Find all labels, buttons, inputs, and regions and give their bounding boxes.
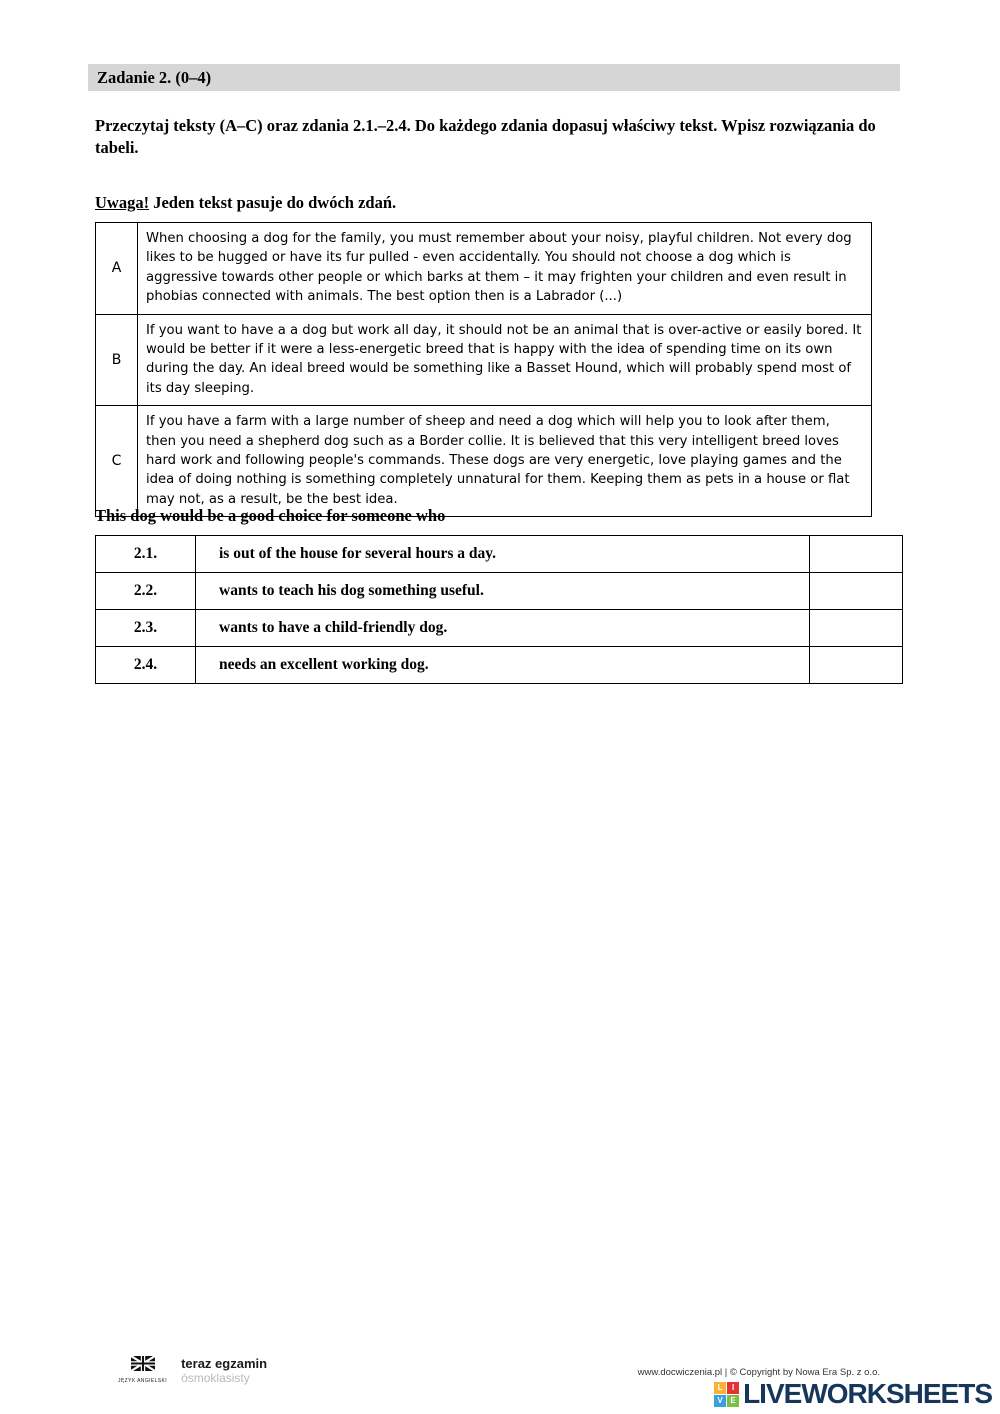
uk-flag-icon [131, 1356, 155, 1376]
text-body-c: If you have a farm with a large number of sheep and need a dog which will help you to look after them, then you need a shepherd dog such as a Border collie. It is believed that this very intelligent breed loves hard work and following people's commands. These dogs are very energetic, love playing games and the idea of doing nothing is something completely unnatural for them. Keeping them as pets in a house or flat may not, as a result, be the best idea. [138, 406, 872, 517]
text-row-c [96, 406, 872, 517]
text-row-a [96, 223, 872, 315]
statement-row [96, 610, 903, 647]
text-row-b [96, 314, 872, 406]
answer-cell-2-2[interactable] [810, 573, 903, 610]
statement-number: 2.2. [96, 573, 196, 610]
flag-block [118, 1356, 167, 1384]
logo-tile-i: I [727, 1382, 739, 1394]
text-label-b: B [96, 314, 138, 406]
logo-tile-e: E [727, 1395, 739, 1407]
liveworksheets-logo[interactable] [714, 1378, 992, 1410]
statement-text: wants to have a child-friendly dog. [196, 610, 810, 647]
liveworksheets-wordmark: LIVEWORKSHEETS [743, 1378, 992, 1409]
brand-line-1: teraz egzamin [181, 1356, 268, 1371]
text-body-b: If you want to have a a dog but work all day, it should not be an animal that is over-active or easily bored. It would be better if it were a less-energetic breed that is happy with the idea of spending time on its own during the day. An ideal breed would be something like a Basset Hound, which will probably spend most of its day sleeping. [138, 314, 872, 406]
statement-number: 2.4. [96, 647, 196, 684]
text-label-a: A [96, 223, 138, 315]
statement-text: wants to teach his dog something useful. [196, 573, 810, 610]
brand-line-2: ósmoklasisty [181, 1370, 250, 1385]
flag-caption: JĘZYK ANGIELSKI [118, 1378, 168, 1384]
statement-text: needs an excellent working dog. [196, 647, 810, 684]
statement-text: is out of the house for several hours a day. [196, 536, 810, 573]
note-text: Jeden tekst pasuje do dwóch zdań. [149, 193, 397, 212]
statement-number: 2.3. [96, 610, 196, 647]
task-title: Zadanie 2. (0–4) [97, 68, 212, 87]
text-label-c: C [96, 406, 138, 517]
answer-cell-2-3[interactable] [810, 610, 903, 647]
note-line [95, 193, 396, 213]
statement-row [96, 647, 903, 684]
publisher-brand [118, 1356, 267, 1386]
brand-text [181, 1356, 267, 1386]
statements-table [95, 535, 903, 684]
instructions-text: Przeczytaj teksty (A–C) oraz zdania 2.1.–2.4. Do każdego zdania dopasuj właściwy tekst. Wpisz rozwiązania do tabeli. [95, 116, 876, 158]
note-warning-word: Uwaga! [95, 193, 150, 212]
statement-number: 2.1. [96, 536, 196, 573]
task-header-bar [88, 64, 900, 91]
text-body-a: When choosing a dog for the family, you must remember about your noisy, playful children. Not every dog likes to be hugged or have its fur pulled - even accidentally. You should not choose a dog which is aggressive towards other people or which barks at them – it may frighten your children and even result in phobias connected with animals. The best option then is a Labrador (...) [138, 223, 872, 315]
statement-row [96, 536, 903, 573]
liveworksheets-grid-icon [714, 1382, 739, 1407]
answer-cell-2-4[interactable] [810, 647, 903, 684]
logo-tile-l: L [714, 1382, 726, 1394]
answer-cell-2-1[interactable] [810, 536, 903, 573]
texts-table [95, 222, 872, 517]
statements-heading: This dog would be a good choice for someone who [95, 506, 446, 525]
logo-tile-v: V [714, 1395, 726, 1407]
copyright-line: www.docwiczenia.pl | © Copyright by Nowa Era Sp. z o.o. [637, 1367, 880, 1378]
statement-row [96, 573, 903, 610]
